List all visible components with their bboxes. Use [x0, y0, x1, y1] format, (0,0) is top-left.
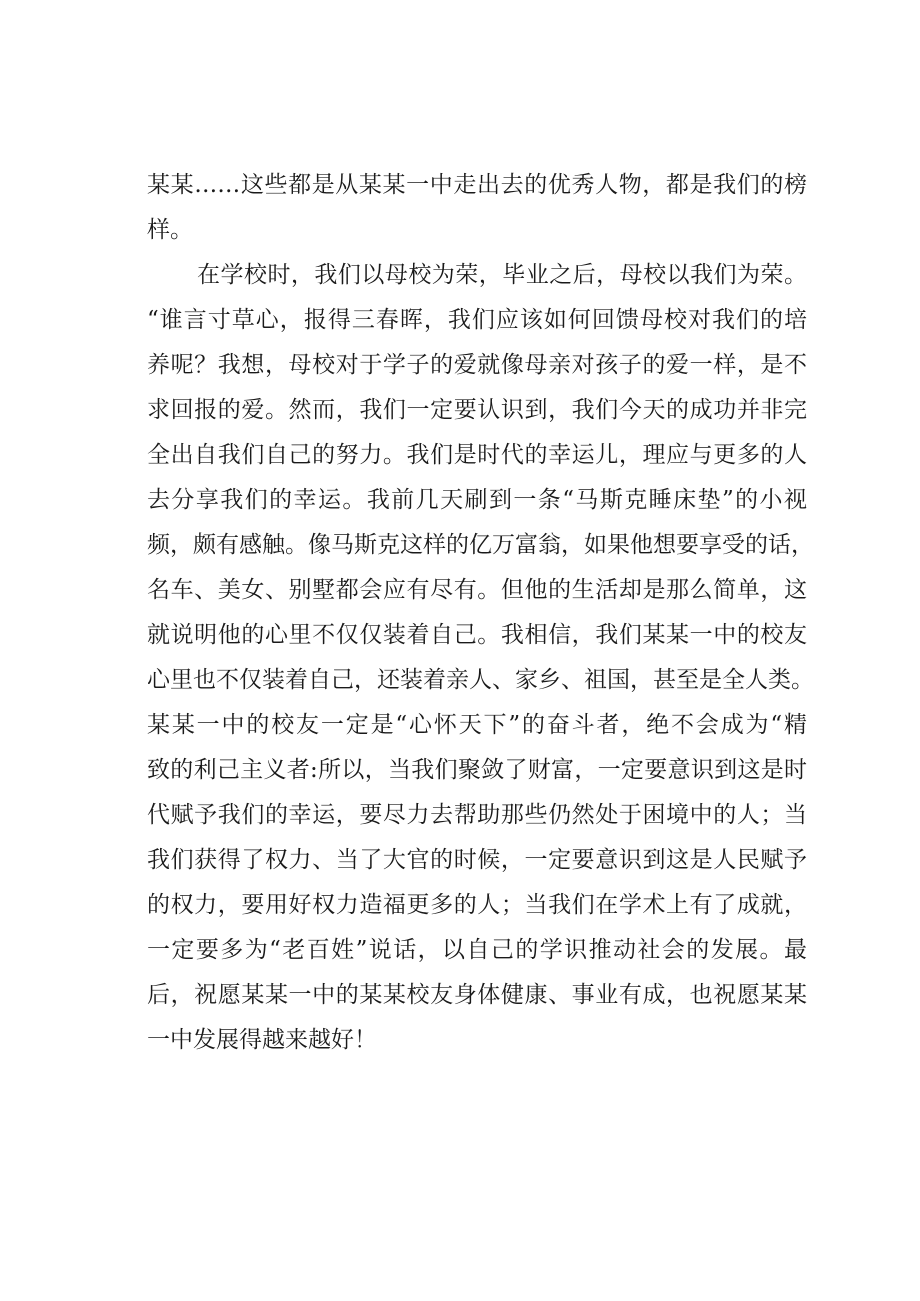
text-line: 心里也不仅装着自己，还装着亲人、家乡、祖国，甚至是全人类。: [147, 667, 814, 693]
text-line: 养呢？我想，母校对于学子的爱就像母亲对孩子的爱一样，是不: [147, 352, 807, 378]
text-line: 全出自我们自己的努力。我们是时代的幸运儿，理应与更多的人: [147, 442, 807, 468]
paragraph: [147, 163, 807, 253]
document-body: [147, 163, 814, 1063]
text-line: 去分享我们的幸运。我前几天刷到一条“马斯克睡床垫”的小视: [147, 487, 807, 513]
text-line: 后，祝愿某某一中的某某校友身体健康、事业有成，也祝愿某某: [147, 982, 807, 1008]
text-line: 致的利己主义者:所以，当我们聚敛了财富，一定要意识到这是时: [147, 757, 807, 783]
text-line: “谁言寸草心，报得三春晖，我们应该如何回馈母校对我们的培: [147, 307, 807, 333]
text-line: 的权力，要用好权力造福更多的人；当我们在学术上有了成就，: [147, 892, 807, 918]
text-line: 求回报的爱。然而，我们一定要认识到，我们今天的成功并非完: [147, 397, 807, 423]
text-line: 样。: [147, 217, 193, 243]
text-line: 在学校时，我们以母校为荣，毕业之后，母校以我们为荣。: [197, 262, 807, 288]
text-line: 一中发展得越来越好！: [147, 1027, 377, 1053]
paragraph: [147, 253, 814, 1063]
text-line: 某某一中的校友一定是“心怀天下”的奋斗者，绝不会成为“精: [147, 712, 807, 738]
text-line: 就说明他的心里不仅仅装着自己。我相信，我们某某一中的校友: [147, 622, 807, 648]
text-line: 频，颇有感触。像马斯克这样的亿万富翁，如果他想要享受的话，: [147, 532, 814, 558]
text-line: 我们获得了权力、当了大官的时候，一定要意识到这是人民赋予: [147, 847, 807, 873]
text-line: 一定要多为“老百姓”说话，以自己的学识推动社会的发展。最: [147, 937, 807, 963]
text-line: 名车、美女、别墅都会应有尽有。但他的生活却是那么简单，这: [147, 577, 807, 603]
text-line: 代赋予我们的幸运，要尽力去帮助那些仍然处于困境中的人；当: [147, 802, 807, 828]
text-line: 某某……这些都是从某某一中走出去的优秀人物，都是我们的榜: [147, 172, 807, 198]
